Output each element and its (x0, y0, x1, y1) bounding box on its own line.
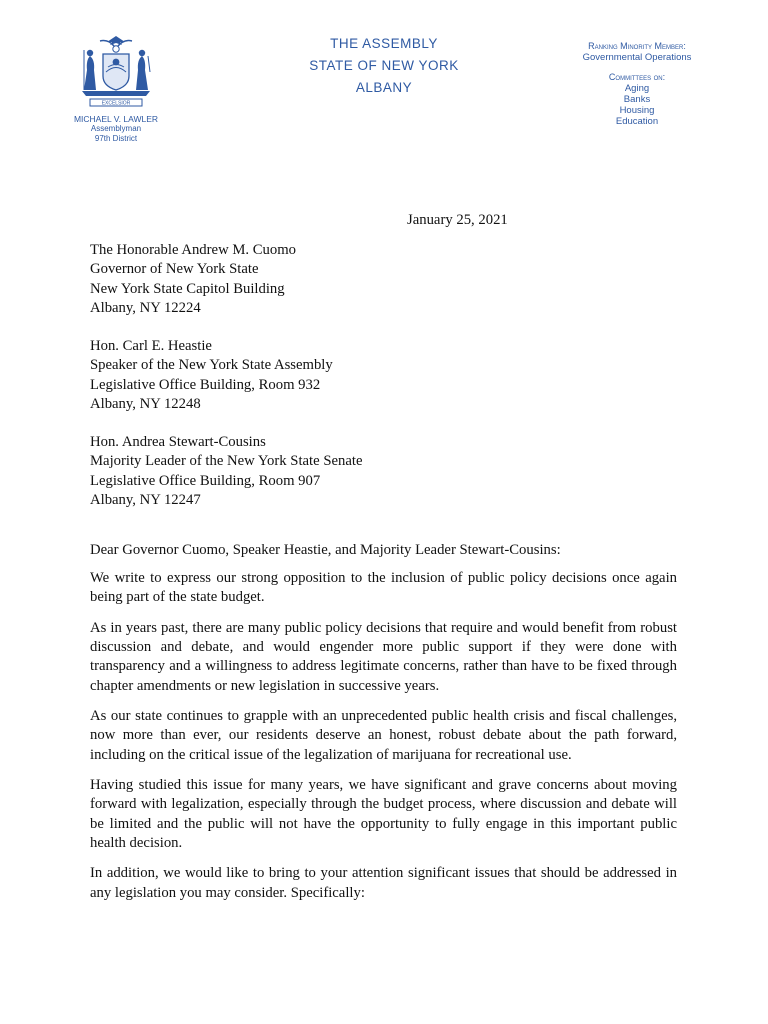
letter-body (90, 569, 677, 914)
assembly-heading-line: STATE OF NEW YORK (309, 58, 459, 73)
address-line: Governor of New York State (90, 261, 259, 278)
address-line: Albany, NY 12248 (90, 396, 201, 413)
assembly-heading-line: THE ASSEMBLY (330, 36, 438, 51)
address-line: Speaker of the New York State Assembly (90, 357, 333, 374)
committee-item: Banks (623, 94, 651, 105)
address-line: Hon. Andrea Stewart-Cousins (90, 434, 266, 450)
address-line: Legislative Office Building, Room 932 (90, 376, 321, 393)
member-block (64, 114, 168, 144)
committee-item: Housing (619, 105, 655, 116)
address-line: Hon. Carl E. Heastie (90, 338, 212, 354)
ranking-title: Ranking Minority Member: (588, 41, 686, 51)
new-york-state-seal-icon (70, 32, 162, 116)
address-line: Albany, NY 12224 (90, 300, 201, 317)
member-name: MICHAEL V. LAWLER (73, 114, 159, 124)
member-district: 97th District (94, 134, 138, 143)
address-line: Legislative Office Building, Room 907 (90, 472, 321, 489)
address-line: Albany, NY 12247 (90, 492, 201, 509)
address-line: The Honorable Andrew M. Cuomo (90, 242, 296, 258)
letterhead (64, 26, 706, 154)
body-paragraph: We write to express our strong opposition to the inclusion of public policy decisions once again being part of the state budget. (90, 570, 677, 606)
committee-block (562, 41, 712, 127)
salutation: Dear Governor Cuomo, Speaker Heastie, and Majority Leader Stewart-Cousins: (90, 542, 561, 558)
committees-label: Committees on: (608, 72, 666, 82)
assembly-heading (264, 33, 504, 99)
committee-item: Education (615, 116, 659, 127)
body-paragraph: As in years past, there are many public policy decisions that require and would benefit from robust discussion and debate, and would engender more public support if they were done with transparency and a willingness to address legitimate concerns, rather than have to be fixed through chapter amendments or new legislation in successive years. (90, 619, 677, 694)
committee-item: Aging (624, 83, 650, 94)
address-line: Majority Leader of the New York State Senate (90, 453, 363, 470)
member-title: Assemblyman (90, 124, 142, 133)
seal-motto: EXCELSIOR (101, 100, 131, 107)
recipient-address (90, 337, 690, 415)
recipient-address (90, 241, 690, 319)
body-paragraph: In addition, we would like to bring to your attention significant issues that should be addressed in any legislation you may consider. Specifically: (90, 865, 677, 901)
assembly-heading-line: ALBANY (355, 80, 413, 95)
letter-date: January 25, 2021 (407, 212, 508, 228)
address-line: New York State Capitol Building (90, 280, 285, 297)
recipient-address (90, 433, 690, 511)
body-paragraph: Having studied this issue for many years, we have significant and grave concerns about moving forward with legalization, especially through the budget process, where discussion and debate will be limited and the public will not have the opportunity to fully engage in this important public health decision. (90, 777, 677, 852)
ranking-committee: Governmental Operations (582, 52, 692, 63)
body-paragraph: As our state continues to grapple with an unprecedented public health crisis and fiscal challenges, now more than ever, our residents deserve an honest, robust debate about the path forward, including on the critical issue of the legalization of marijuana for recreational use. (90, 708, 677, 763)
